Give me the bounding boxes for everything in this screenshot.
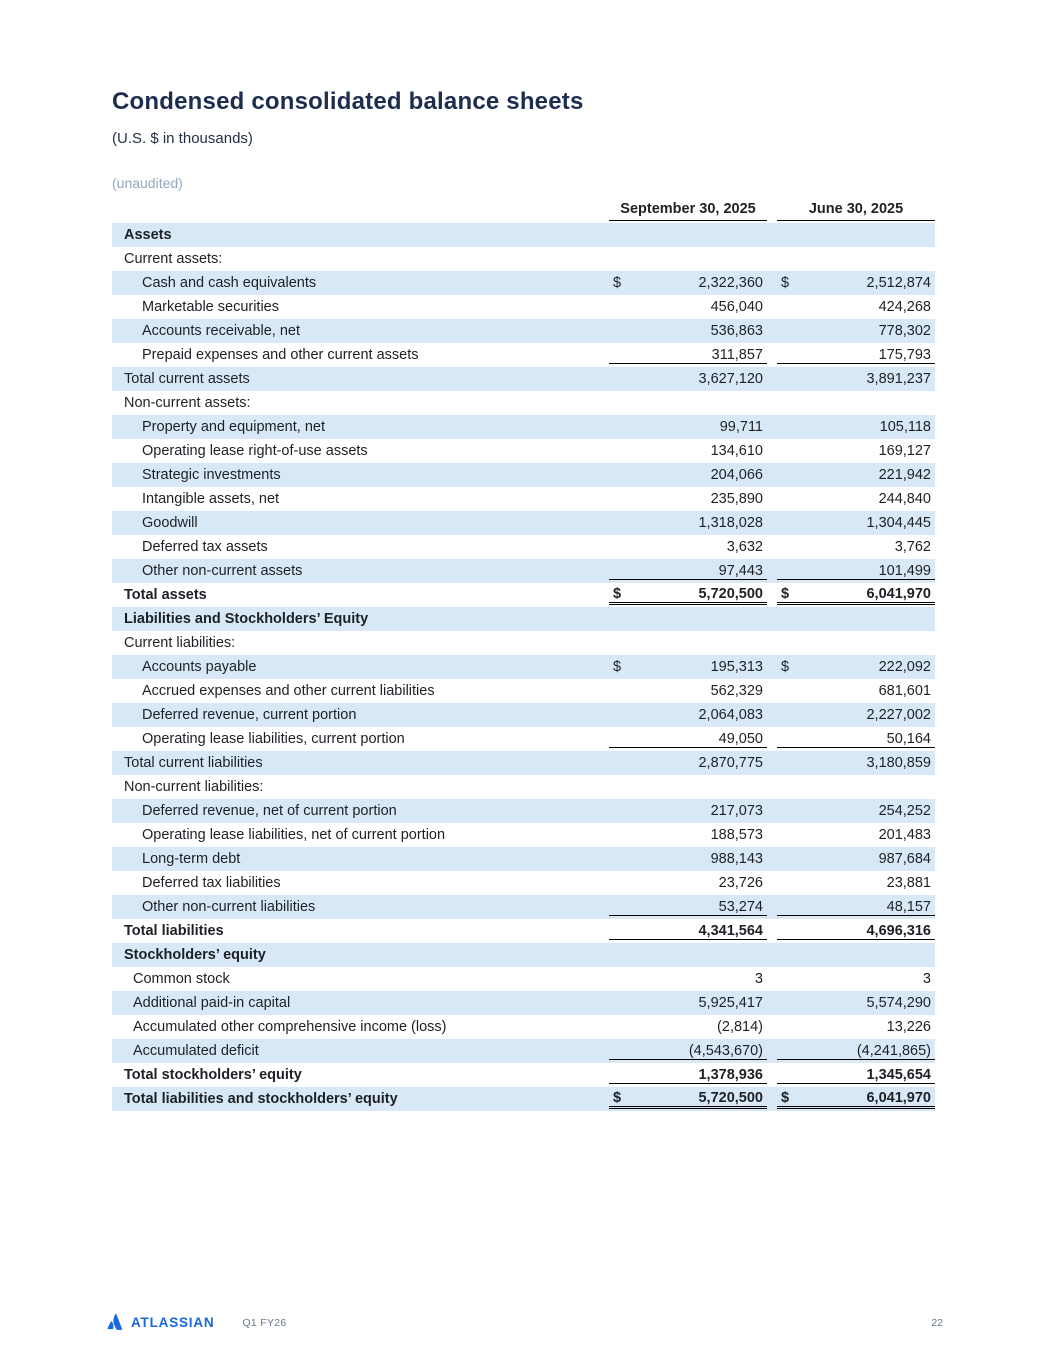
table-row <box>112 463 935 487</box>
value-cell-col2 <box>777 467 935 483</box>
row-value: 1,345,654 <box>866 1066 931 1083</box>
table-header-row <box>112 197 935 221</box>
value-cell-col1 <box>609 323 767 339</box>
table-row <box>112 1039 935 1063</box>
value-cell-col1 <box>609 491 767 507</box>
table-row <box>112 247 935 271</box>
row-value: 244,840 <box>878 491 931 507</box>
value-cell-col2 <box>777 875 935 891</box>
row-value: 5,925,417 <box>698 995 763 1011</box>
row-label: Total assets <box>124 587 207 603</box>
row-value: 101,499 <box>878 562 931 579</box>
value-cell-col2 <box>777 491 935 507</box>
row-label: Operating lease liabilities, net of current portion <box>142 827 446 843</box>
row-value: 456,040 <box>710 299 763 315</box>
value-cell-col1 <box>609 347 767 364</box>
value-cell-col1 <box>609 467 767 483</box>
value-cell-col1 <box>609 899 767 916</box>
value-cell-col1 <box>609 1067 767 1084</box>
section-header-row <box>112 943 935 967</box>
row-value: 3 <box>754 971 763 987</box>
row-value: 2,870,775 <box>698 755 763 771</box>
value-cell-col2 <box>777 755 935 771</box>
row-label: Total liabilities and stockholders’ equity <box>124 1091 398 1107</box>
table-row <box>112 967 935 991</box>
value-cell-col1 <box>609 995 767 1011</box>
row-value: 235,890 <box>710 491 763 507</box>
column-header-june: June 30, 2025 <box>777 201 935 221</box>
row-value: 4,696,316 <box>866 922 931 939</box>
atlassian-logo-icon <box>107 1314 124 1331</box>
row-value: (2,814) <box>717 1019 763 1035</box>
row-value: 536,863 <box>710 323 763 339</box>
row-value: 222,092 <box>878 659 931 675</box>
value-cell-col1 <box>609 755 767 771</box>
row-label: Accumulated deficit <box>133 1043 259 1059</box>
row-value: 4,341,564 <box>698 922 763 939</box>
table-row <box>112 583 935 607</box>
value-cell-col1 <box>609 659 767 675</box>
row-value: 1,378,936 <box>698 1066 763 1083</box>
value-cell-col2 <box>777 1043 935 1060</box>
value-cell-col1 <box>609 1090 767 1109</box>
row-label: Deferred tax assets <box>142 539 268 555</box>
row-label: Total liabilities <box>124 923 224 939</box>
row-value: 169,127 <box>878 443 931 459</box>
value-cell-col2 <box>777 419 935 435</box>
row-value: 6,041,970 <box>866 1089 931 1106</box>
table-row <box>112 991 935 1015</box>
row-value: 681,601 <box>878 683 931 699</box>
value-cell-col1 <box>609 443 767 459</box>
currency-symbol: $ <box>781 659 790 675</box>
row-label: Prepaid expenses and other current assets <box>142 347 419 363</box>
table-row <box>112 343 935 367</box>
row-value: 50,164 <box>886 730 931 747</box>
row-value: 988,143 <box>710 851 763 867</box>
row-value: 204,066 <box>710 467 763 483</box>
row-value: 3,180,859 <box>866 755 931 771</box>
table-row <box>112 1063 935 1087</box>
table-row <box>112 871 935 895</box>
table-row <box>112 511 935 535</box>
row-label: Total stockholders’ equity <box>124 1067 302 1083</box>
table-row <box>112 1087 935 1111</box>
table-row <box>112 559 935 583</box>
row-value: 3,632 <box>726 539 763 555</box>
value-cell-col1 <box>609 586 767 605</box>
value-cell-col1 <box>609 923 767 940</box>
value-cell-col2 <box>777 539 935 555</box>
value-cell-col1 <box>609 827 767 843</box>
currency-symbol: $ <box>613 275 622 291</box>
row-value: 49,050 <box>718 730 763 747</box>
value-cell-col1 <box>609 803 767 819</box>
column-header-september: September 30, 2025 <box>609 201 767 221</box>
table-row <box>112 727 935 751</box>
value-cell-col2 <box>777 827 935 843</box>
value-cell-col2 <box>777 1067 935 1084</box>
row-value: 5,574,290 <box>866 995 931 1011</box>
row-value: 311,857 <box>711 346 763 363</box>
value-cell-col2 <box>777 659 935 675</box>
row-value: 105,118 <box>879 419 931 435</box>
table-row <box>112 679 935 703</box>
table-row <box>112 367 935 391</box>
row-value: 2,512,874 <box>866 275 931 291</box>
value-cell-col2 <box>777 971 935 987</box>
row-value: 23,726 <box>718 875 763 891</box>
row-value: 562,329 <box>710 683 763 699</box>
row-label: Deferred tax liabilities <box>142 875 281 891</box>
value-cell-col2 <box>777 1019 935 1035</box>
page-title: Condensed consolidated balance sheets <box>112 88 584 115</box>
row-label: Deferred revenue, current portion <box>142 707 357 723</box>
row-label: Liabilities and Stockholders’ Equity <box>124 611 369 627</box>
table-row <box>112 535 935 559</box>
row-value: 23,881 <box>886 875 931 891</box>
row-value: 97,443 <box>718 562 763 579</box>
brand-lockup <box>107 1314 214 1331</box>
value-cell-col2 <box>777 707 935 723</box>
row-value: 13,226 <box>886 1019 931 1035</box>
row-value: 2,322,360 <box>698 275 763 291</box>
value-cell-col2 <box>777 995 935 1011</box>
row-label: Cash and cash equivalents <box>142 275 317 291</box>
value-cell-col1 <box>609 683 767 699</box>
currency-symbol: $ <box>781 1089 790 1106</box>
table-row <box>112 295 935 319</box>
row-value: 2,227,002 <box>866 707 931 723</box>
value-cell-col1 <box>609 851 767 867</box>
value-cell-col1 <box>609 515 767 531</box>
section-header-row <box>112 607 935 631</box>
row-label: Intangible assets, net <box>142 491 280 507</box>
table-row <box>112 847 935 871</box>
table-body <box>112 223 935 1111</box>
value-cell-col2 <box>777 323 935 339</box>
row-value: 3,627,120 <box>698 371 763 387</box>
row-label: Operating lease liabilities, current portion <box>142 731 405 747</box>
row-value: 175,793 <box>878 346 931 363</box>
row-label: Operating lease right-of-use assets <box>142 443 368 459</box>
row-label: Goodwill <box>142 515 198 531</box>
value-cell-col1 <box>609 1043 767 1060</box>
table-row <box>112 1015 935 1039</box>
row-label: Accrued expenses and other current liabilities <box>142 683 435 699</box>
table-row <box>112 631 935 655</box>
row-value: 1,304,445 <box>866 515 931 531</box>
row-value: 201,483 <box>878 827 931 843</box>
row-label: Marketable securities <box>142 299 279 315</box>
row-value: 6,041,970 <box>866 585 931 602</box>
value-cell-col2 <box>777 923 935 940</box>
row-value: 5,720,500 <box>698 1089 763 1106</box>
value-cell-col2 <box>777 899 935 916</box>
row-value: 221,942 <box>878 467 931 483</box>
row-label: Long-term debt <box>142 851 241 867</box>
balance-sheet-table <box>112 197 935 1111</box>
value-cell-col2 <box>777 851 935 867</box>
currency-symbol: $ <box>781 275 790 291</box>
value-cell-col2 <box>777 347 935 364</box>
row-label: Other non-current assets <box>142 563 303 579</box>
section-header-row <box>112 223 935 247</box>
row-value: 3,891,237 <box>866 371 931 387</box>
table-row <box>112 415 935 439</box>
row-value: 134,610 <box>710 443 763 459</box>
table-row <box>112 775 935 799</box>
table-row <box>112 703 935 727</box>
row-value: (4,241,865) <box>856 1042 931 1059</box>
row-value: 5,720,500 <box>698 585 763 602</box>
row-value: 778,302 <box>878 323 931 339</box>
value-cell-col1 <box>609 275 767 291</box>
value-cell-col2 <box>777 371 935 387</box>
brand-name: ATLASSIAN <box>131 1315 215 1330</box>
value-cell-col2 <box>777 443 935 459</box>
value-cell-col1 <box>609 731 767 748</box>
value-cell-col2 <box>777 731 935 748</box>
row-value: 188,573 <box>710 827 763 843</box>
table-row <box>112 439 935 463</box>
row-value: 3,762 <box>894 539 931 555</box>
row-value: 195,313 <box>710 659 763 675</box>
table-row <box>112 487 935 511</box>
row-label: Property and equipment, net <box>142 419 325 435</box>
value-cell-col2 <box>777 586 935 605</box>
row-label: Non-current assets: <box>124 395 251 411</box>
value-cell-col1 <box>609 371 767 387</box>
value-cell-col1 <box>609 1019 767 1035</box>
row-value: 254,252 <box>878 803 931 819</box>
row-value: 217,073 <box>710 803 763 819</box>
table-row <box>112 319 935 343</box>
table-row <box>112 391 935 415</box>
value-cell-col2 <box>777 299 935 315</box>
row-label: Accounts receivable, net <box>142 323 300 339</box>
row-value: (4,543,670) <box>688 1042 763 1059</box>
row-value: 2,064,083 <box>698 707 763 723</box>
row-label: Total current assets <box>124 371 250 387</box>
row-label: Strategic investments <box>142 467 281 483</box>
row-label: Additional paid-in capital <box>133 995 291 1011</box>
row-label: Total current liabilities <box>124 755 263 771</box>
table-row <box>112 799 935 823</box>
table-row <box>112 271 935 295</box>
units-note: (U.S. $ in thousands) <box>112 130 253 147</box>
currency-symbol: $ <box>613 585 622 602</box>
row-label: Current liabilities: <box>124 635 236 651</box>
table-row <box>112 751 935 775</box>
table-row <box>112 919 935 943</box>
table-row <box>112 823 935 847</box>
row-label: Non-current liabilities: <box>124 779 264 795</box>
value-cell-col2 <box>777 1090 935 1109</box>
value-cell-col1 <box>609 539 767 555</box>
value-cell-col1 <box>609 299 767 315</box>
row-label: Accounts payable <box>142 659 257 675</box>
row-value: 424,268 <box>878 299 931 315</box>
row-value: 99,711 <box>719 419 763 435</box>
unaudited-note: (unaudited) <box>112 175 183 191</box>
value-cell-col2 <box>777 683 935 699</box>
value-cell-col2 <box>777 275 935 291</box>
row-value: 53,274 <box>718 898 763 915</box>
value-cell-col2 <box>777 803 935 819</box>
row-value: 987,684 <box>878 851 931 867</box>
value-cell-col2 <box>777 563 935 580</box>
currency-symbol: $ <box>613 1089 622 1106</box>
row-label: Deferred revenue, net of current portion <box>142 803 397 819</box>
row-value: 1,318,028 <box>698 515 763 531</box>
table-row <box>112 655 935 679</box>
row-label: Common stock <box>133 971 230 987</box>
table-row <box>112 895 935 919</box>
row-label: Stockholders’ equity <box>124 947 266 963</box>
row-label: Accumulated other comprehensive income (loss) <box>133 1019 447 1035</box>
row-value: 48,157 <box>886 898 931 915</box>
row-label: Other non-current liabilities <box>142 899 316 915</box>
row-label: Current assets: <box>124 251 223 267</box>
row-label: Assets <box>124 227 172 243</box>
footer-quarter-label: Q1 FY26 <box>242 1316 287 1329</box>
value-cell-col1 <box>609 419 767 435</box>
value-cell-col1 <box>609 707 767 723</box>
currency-symbol: $ <box>781 585 790 602</box>
row-value: 3 <box>922 971 931 987</box>
value-cell-col1 <box>609 875 767 891</box>
value-cell-col1 <box>609 971 767 987</box>
value-cell-col2 <box>777 515 935 531</box>
page-footer <box>107 1314 943 1331</box>
value-cell-col1 <box>609 563 767 580</box>
page-number: 22 <box>931 1316 943 1329</box>
currency-symbol: $ <box>613 659 622 675</box>
